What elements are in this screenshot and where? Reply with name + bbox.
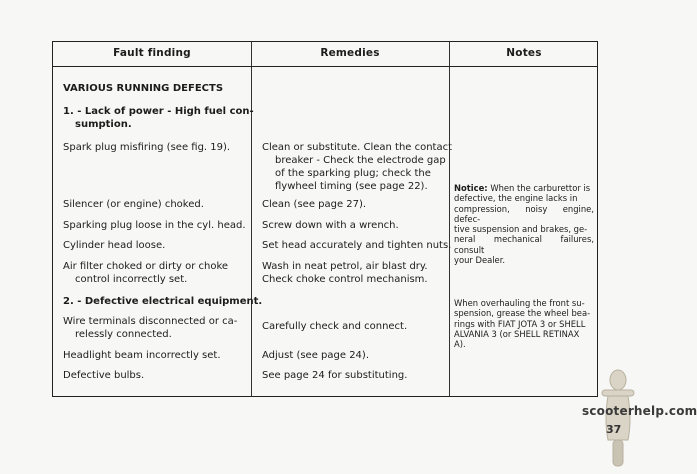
notice-line-3: compression, noisy engine, defec-	[454, 203, 594, 224]
notice-line-5: neral mechanical failures, consult	[454, 234, 594, 255]
page-number: 37	[606, 423, 622, 436]
fault-headlight-beam: Headlight beam incorrectly set.	[63, 350, 221, 361]
fault-air-filter-line1: Air filter choked or dirty or choke	[63, 261, 229, 272]
overhaul-line-4: ALVANIA 3 (or SHELL RETINAX	[454, 328, 580, 339]
remedy-cylinder-head: Set head accurately and tighten nuts.	[262, 240, 452, 251]
remedy-spark-plug-line4: flywheel timing (see page 22).	[275, 181, 428, 192]
header-divider	[53, 66, 597, 67]
notice-note	[454, 183, 594, 265]
overhaul-note	[454, 298, 594, 349]
remedy-wire-terminals: Carefully check and connect.	[262, 321, 408, 332]
section-subtitle-line2: sumption.	[75, 119, 132, 130]
fault-air-filter-line2: control incorrectly set.	[75, 274, 188, 285]
fault-cylinder-head: Cylinder head loose.	[63, 240, 166, 251]
remedy-defective-bulbs: See page 24 for substituting.	[262, 370, 408, 381]
notice-line-4: tive suspension and brakes, ge-	[454, 224, 588, 235]
remedy-spark-plug-line2: breaker - Check the electrode gap	[275, 155, 446, 166]
remedy-spark-plug-line1: Clean or substitute. Clean the contact	[262, 142, 453, 153]
header-fault-finding: Fault finding	[113, 47, 191, 59]
section-title-running-defects: VARIOUS RUNNING DEFECTS	[63, 83, 224, 94]
notice-label: Notice:	[454, 183, 488, 193]
header-remedies: Remedies	[320, 47, 380, 59]
remedy-air-filter-line2: Check choke control mechanism.	[262, 274, 428, 285]
column-divider-1	[251, 42, 252, 396]
fault-silencer: Silencer (or engine) choked.	[63, 199, 204, 210]
overhaul-line-2: spension, grease the wheel bea-	[454, 308, 591, 319]
remedy-silencer: Clean (see page 27).	[262, 199, 367, 210]
overhaul-line-3: rings with FIAT JOTA 3 or SHELL	[454, 318, 586, 329]
fault-defective-bulbs: Defective bulbs.	[63, 370, 145, 381]
remedy-spark-plug-line3: of the sparking plug; check the	[275, 168, 431, 179]
remedy-plug-loose: Screw down with a wrench.	[262, 220, 399, 231]
fault-spark-plug: Spark plug misfiring (see fig. 19).	[63, 142, 231, 153]
header-notes: Notes	[506, 47, 542, 59]
watermark-text: scooterhelp.com	[582, 404, 697, 418]
notice-line-6: your Dealer.	[454, 255, 506, 266]
overhaul-line-1: When overhauling the front su-	[454, 298, 585, 308]
section-title-electrical: 2. - Defective electrical equipment.	[63, 296, 263, 307]
fault-wire-terminals-line1: Wire terminals disconnected or ca-	[63, 316, 238, 327]
section-subtitle-line1: 1. - Lack of power - High fuel con-	[63, 106, 254, 117]
remedy-air-filter-line1: Wash in neat petrol, air blast dry.	[262, 261, 428, 272]
notice-line-1: When the carburettor is	[490, 183, 591, 193]
fault-plug-loose: Sparking plug loose in the cyl. head.	[63, 220, 246, 231]
fault-table	[52, 41, 598, 397]
column-divider-2	[449, 42, 450, 396]
remedy-headlight-beam: Adjust (see page 24).	[262, 350, 369, 361]
fault-wire-terminals-line2: relessly connected.	[75, 329, 172, 340]
overhaul-line-5: A).	[454, 339, 466, 350]
notice-line-2: defective, the engine lacks in	[454, 193, 578, 204]
